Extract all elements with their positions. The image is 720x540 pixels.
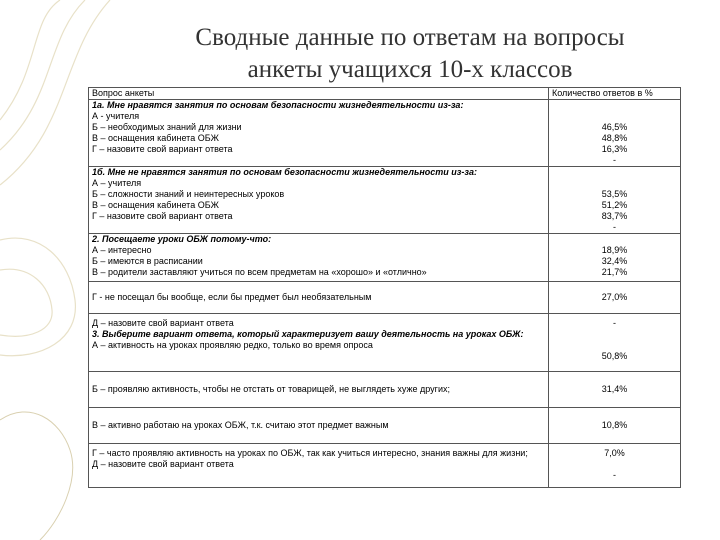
- value-1b-b: 51,2%: [601, 200, 628, 210]
- table-row: [89, 100, 681, 167]
- value-3-a: 50,8%: [601, 351, 628, 361]
- option-1b-v: В – оснащения кабинета ОБЖ: [92, 200, 219, 210]
- table-row: [89, 408, 681, 444]
- header-question: Вопрос анкеты: [89, 88, 549, 100]
- value-1a-v: 16,3%: [601, 144, 628, 154]
- question-2: 2. Посещаете уроки ОБЖ потому-что:: [92, 234, 272, 244]
- option-2-g-cell: [89, 282, 549, 314]
- option-3-a: А – активность на уроках проявляю редко, только во время опроса: [92, 340, 373, 350]
- option-2-d: Д – назовите свой вариант ответа: [92, 318, 234, 328]
- value-2-a: 18,9%: [601, 245, 628, 255]
- value-1a-b: 48,8%: [601, 133, 628, 143]
- value-2-d: -: [613, 318, 616, 328]
- option-2-g: Г - не посещал бы вообще, если бы предмет был необязательным: [92, 292, 372, 302]
- table-row: [89, 444, 681, 488]
- option-3-d: Д – назовите свой вариант ответа: [92, 459, 234, 469]
- value-2-g-cell: [549, 282, 681, 314]
- question-1a-cell: [89, 100, 549, 167]
- value-1a-g: -: [613, 155, 616, 165]
- value-3-d: -: [613, 470, 616, 480]
- values-3-gd-cell: [549, 444, 681, 488]
- value-2-v: 21,7%: [601, 267, 628, 277]
- question-3: 3. Выберите вариант ответа, который характеризует вашу деятельность на уроках ОБЖ:: [92, 329, 524, 339]
- table-row: [89, 282, 681, 314]
- table-row: [89, 372, 681, 408]
- table-row: [89, 167, 681, 234]
- option-3-v: В – активно работаю на уроках ОБЖ, т.к. считаю этот предмет важным: [92, 420, 389, 430]
- option-1a-g: Г – назовите свой вариант ответа: [92, 144, 233, 154]
- table-header-row: [89, 88, 681, 100]
- option-2-a: А – интересно: [92, 245, 152, 255]
- values-2-cell: [549, 234, 681, 282]
- value-1a-a: 46,5%: [601, 122, 628, 132]
- value-2-g: 27,0%: [601, 292, 628, 302]
- slide-title: [130, 22, 690, 86]
- value-2-b: 32,4%: [601, 256, 628, 266]
- option-1b-a: А – учителя: [92, 178, 142, 188]
- option-2-b: Б – имеются в расписании: [92, 256, 203, 266]
- question-1b: 1б. Мне не нравятся занятия по основам безопасности жизнедеятельности из-за:: [92, 167, 477, 177]
- question-1a: 1а. Мне нравятся занятия по основам безопасности жизнедеятельности из-за:: [92, 100, 464, 110]
- option-3-g-cell: [89, 444, 549, 488]
- title-line-2: анкеты учащихся 10-х классов: [247, 56, 573, 83]
- value-3-b: 31,4%: [601, 384, 628, 394]
- value-3-v: 10,8%: [601, 420, 628, 430]
- survey-table: [88, 87, 681, 488]
- header-percent: Количество ответов в %: [549, 88, 681, 100]
- option-1a-a: А - учителя: [92, 111, 140, 121]
- table-row: [89, 314, 681, 372]
- table-row: [89, 234, 681, 282]
- question-3-cell: [89, 314, 549, 372]
- values-3-cell: [549, 314, 681, 372]
- values-1b-cell: [549, 167, 681, 234]
- option-1a-v: В – оснащения кабинета ОБЖ: [92, 133, 219, 143]
- value-3-v-cell: [549, 408, 681, 444]
- option-3-g: Г – часто проявляю активность на уроках по ОБЖ, так как учиться интересно, знания важны для жизни;: [92, 448, 528, 458]
- value-3-g: 7,0%: [604, 448, 625, 458]
- option-1b-b: Б – сложности знаний и неинтересных уроков: [92, 189, 285, 199]
- value-1b-v: 83,7%: [601, 211, 628, 221]
- value-1b-g: -: [613, 222, 616, 232]
- value-1b-a: 53,5%: [601, 189, 628, 199]
- value-3-b-cell: [549, 372, 681, 408]
- values-1a-cell: [549, 100, 681, 167]
- option-3-v-cell: [89, 408, 549, 444]
- option-3-b: Б – проявляю активность, чтобы не отстать от товарищей, не выглядеть хуже других;: [92, 384, 450, 394]
- option-3-b-cell: [89, 372, 549, 408]
- option-1a-b: Б – необходимых знаний для жизни: [92, 122, 242, 132]
- question-2-cell: [89, 234, 549, 282]
- question-1b-cell: [89, 167, 549, 234]
- option-2-v: В – родители заставляют учиться по всем предметам на «хорошо» и «отлично»: [92, 267, 427, 277]
- option-1b-g: Г – назовите свой вариант ответа: [92, 211, 233, 221]
- title-line-1: Сводные данные по ответам на вопросы: [195, 24, 625, 51]
